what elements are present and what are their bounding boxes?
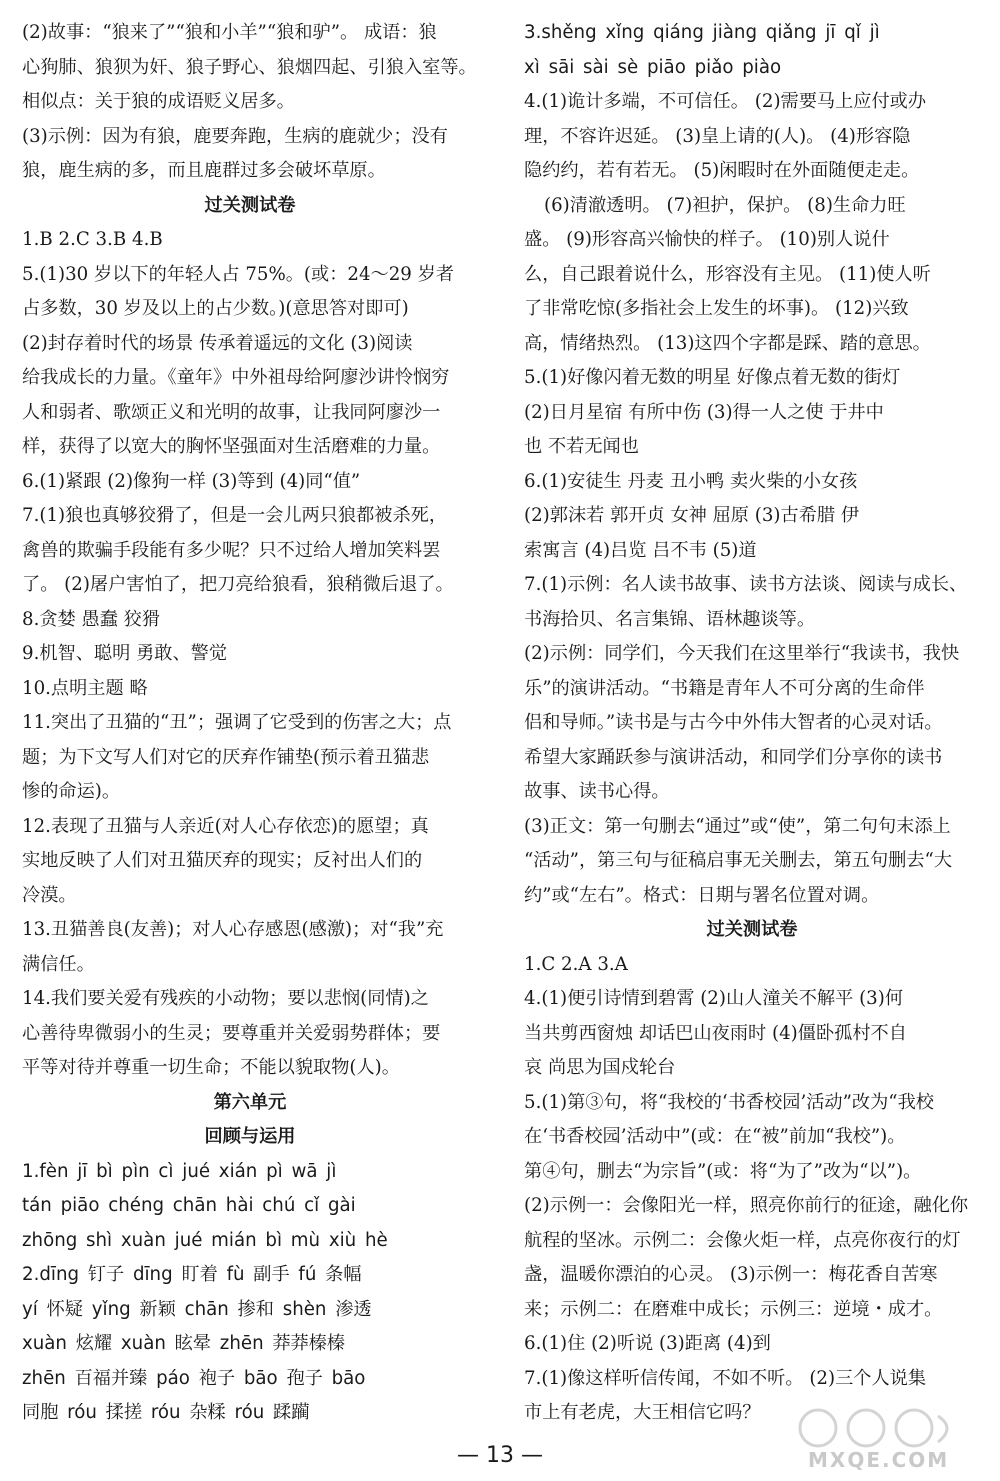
text-line: 6.(1)紧跟 (2)像狗一样 (3)等到 (4)同“值” — [22, 470, 361, 492]
text-line: 侣和导师。”读书是与古今中外伟大智者的心灵对话。 — [524, 712, 943, 733]
text-line: 在‘书香校园’活动中”(或：在“被”前加“我校”)。 — [524, 1126, 906, 1147]
section-heading: 回顾与运用 — [204, 1126, 296, 1147]
text-line: 7.(1)示例：名人读书故事、读书方法谈、阅读与成长、 — [524, 574, 968, 595]
text-line: 心善待卑微弱小的生灵；要尊重并关爱弱势群体；要 — [22, 1022, 441, 1044]
text-line: 第④句，删去“为宗旨”(或：将“为了”改为“以”)。 — [524, 1160, 922, 1182]
watermark-logo — [788, 1406, 988, 1476]
text-line: 航程的坚冰。示例二：会像火炬一样，点亮你夜行的灯 — [524, 1229, 961, 1251]
text-line: 来；示例二：在磨难中成长；示例三：逆境・成才。 — [524, 1298, 943, 1320]
section-heading: 过关测试卷 — [706, 919, 798, 940]
text-line: yí 怀疑 yǐng 新颖 chān 掺和 shèn 渗透 — [22, 1298, 372, 1320]
text-line: 1.C 2.A 3.A — [524, 953, 628, 975]
text-line: 平等对待并尊重一切生命；不能以貌取物(人)。 — [22, 1057, 400, 1078]
text-line: zhōng shì xuàn jué mián bì mù xiù hè — [22, 1229, 388, 1251]
text-line: 心狗肺、狼狈为奸、狼子野心、狼烟四起、引狼入室等。 — [22, 56, 477, 78]
text-line: 索寓言 (4)吕览 吕不韦 (5)道 — [524, 539, 757, 561]
text-line: 11.突出了丑猫的“丑”；强调了它受到的伤害之大；点 — [22, 712, 452, 733]
text-line: 惨的命运)。 — [22, 781, 121, 802]
text-line: 了。 (2)屠户害怕了，把刀亮给狼看，狼稍微后退了。 — [22, 574, 454, 595]
text-line: 同胞 róu 揉搓 róu 杂糅 róu 蹂躏 — [22, 1402, 310, 1423]
text-line: (2)日月星宿 有所中伤 (3)得一人之使 于井中 — [524, 401, 884, 423]
text-line: (6)清澈透明。 (7)袒护，保护。 (8)生命力旺 — [544, 194, 906, 216]
text-line: (2)示例：同学们，今天我们在这里举行“我读书，我快 — [524, 643, 960, 664]
text-line: (2)郭沫若 郭开贞 女神 屈原 (3)古希腊 伊 — [524, 505, 860, 526]
text-line: 禽兽的欺骗手段能有多少呢？只不过给人增加笑料罢 — [22, 539, 441, 561]
text-line: (2)故事：“狼来了”“狼和小羊”“狼和驴”。 成语：狼 — [22, 22, 437, 43]
text-line: 7.(1)狼也真够狡猾了，但是一会儿两只狼都被杀死， — [22, 505, 448, 526]
text-line: 2.dīng 钉子 dīng 盯着 fù 副手 fú 条幅 — [22, 1264, 362, 1285]
text-line: “活动”，第三句与征稿启事无关删去，第五句删去“大 — [524, 850, 953, 871]
text-line: 12.表现了丑猫与人亲近(对人心存依恋)的愿望；真 — [22, 815, 429, 837]
text-line: 7.(1)像这样听信传闻，不如不听。 (2)三个人说集 — [524, 1367, 927, 1389]
section-heading: 第六单元 — [213, 1091, 287, 1113]
text-line: 么，自己跟着说什么，形容没有主见。 (11)使人听 — [524, 263, 931, 285]
text-line: 样，获得了以宽大的胸怀坚强面对生活磨难的力量。 — [22, 436, 441, 457]
text-line: tán piāo chéng chān hài chú cǐ gài — [22, 1195, 356, 1216]
text-line: 冷漠。 — [22, 884, 77, 906]
text-line: 约”或“左右”。格式：日期与署名位置对调。 — [524, 884, 880, 906]
right-column — [524, 16, 980, 1431]
text-line: 实地反映了人们对丑猫厌弃的现实；反衬出人们的 — [22, 850, 423, 871]
text-line: 题；为下文写人们对它的厌弃作铺垫(预示着丑猫悲 — [22, 746, 430, 768]
text-line: 3.shěng xǐng qiáng jiàng qiǎng jī qǐ jì — [524, 22, 880, 43]
text-line: 占多数，30 岁及以上的占少数。)(意思答对即可) — [22, 298, 409, 319]
text-line: 故事、读书心得。 — [524, 781, 670, 802]
text-line: 书海拾贝、名言集锦、语林趣谈等。 — [524, 608, 816, 630]
text-line: (3)示例：因为有狼，鹿要奔跑，生病的鹿就少；没有 — [22, 125, 448, 147]
text-line: 了非常吃惊(多指社会上发生的坏事)。 (12)兴致 — [524, 298, 909, 319]
text-line: 理，不容许迟延。 (3)皇上请的(人)。 (4)形容隐 — [524, 125, 911, 147]
text-line: 隐约约，若有若无。 (5)闲暇时在外面随便走走。 — [524, 160, 920, 181]
section-heading: 过关测试卷 — [204, 194, 296, 216]
page-number: — 13 — — [457, 1443, 543, 1468]
text-line: 盏，温暖你漂泊的心灵。 (3)示例一：梅花香自苦寒 — [524, 1264, 938, 1285]
text-line: xì sāi sài sè piāo piǎo piào — [524, 56, 782, 78]
text-line: 1.B 2.C 3.B 4.B — [22, 229, 163, 250]
text-line: 6.(1)安徒生 丹麦 丑小鸭 卖火柴的小女孩 — [524, 470, 858, 492]
text-line: 9.机智、聪明 勇敢、警觉 — [22, 643, 228, 664]
watermark-site: MXQE.COM — [808, 1448, 950, 1472]
text-line: (3)正文：第一句删去“通过”或“使”，第二句句末添上 — [524, 815, 951, 837]
text-line: 5.(1)第③句，将“我校的‘书香校园’活动”改为“我校 — [524, 1091, 934, 1113]
text-line: 当共剪西窗烛 却话巴山夜雨时 (4)僵卧孤村不自 — [524, 1022, 907, 1044]
text-line: 高，情绪热烈。 (13)这四个字都是踩、踏的意思。 — [524, 332, 931, 354]
text-line: xuàn 炫耀 xuàn 眩晕 zhēn 莽莽榛榛 — [22, 1333, 346, 1354]
text-line: (2)示例一：会像阳光一样，照亮你前行的征途，融化你 — [524, 1195, 969, 1216]
text-line: 乐”的演讲活动。“书籍是青年人不可分离的生命伴 — [524, 677, 925, 699]
text-line: 4.(1)诡计多端，不可信任。 (2)需要马上应付或办 — [524, 91, 927, 112]
text-line: 市上有老虎，大王相信它吗？ — [524, 1402, 761, 1423]
text-line: 5.(1)30 岁以下的年轻人占 75%。(或：24～29 岁者 — [22, 263, 455, 285]
text-line: 相似点：关于狼的成语贬义居多。 — [22, 91, 295, 112]
text-line: 6.(1)住 (2)听说 (3)距离 (4)到 — [524, 1333, 771, 1354]
text-line: 盛。 (9)形容高兴愉快的样子。 (10)别人说什 — [524, 229, 890, 250]
text-line: 8.贪婪 愚蠢 狡猾 — [22, 608, 161, 630]
text-line: 狼，鹿生病的多，而且鹿群过多会破坏草原。 — [22, 160, 386, 181]
text-line: 4.(1)便引诗情到碧霄 (2)山人潼关不解平 (3)何 — [524, 988, 904, 1009]
text-line: 给我成长的力量。《童年》中外祖母给阿廖沙讲怜悯穷 — [22, 367, 450, 388]
text-line: 10.点明主题 略 — [22, 677, 148, 699]
text-line: 1.fèn jī bì pìn cì jué xián pì wā jì — [22, 1160, 337, 1182]
text-line: 希望大家踊跃参与演讲活动，和同学们分享你的读书 — [524, 746, 943, 768]
text-line: 5.(1)好像闪着无数的明星 好像点着无数的街灯 — [524, 367, 901, 388]
text-line: 满信任。 — [22, 953, 95, 975]
text-line: 人和弱者、歌颂正义和光明的故事，让我同阿廖沙一 — [22, 401, 441, 423]
text-line: 哀 尚思为国戍轮台 — [524, 1057, 676, 1078]
text-line: 13.丑猫善良(友善)；对人心存感恩(感激)；对“我”充 — [22, 919, 444, 940]
text-line: (2)封存着时代的场景 传承着遥远的文化 (3)阅读 — [22, 332, 413, 354]
text-line: 也 不若无闻也 — [524, 436, 639, 457]
left-column — [22, 16, 478, 1431]
text-line: 14.我们要关爱有残疾的小动物；要以悲悯(同情)之 — [22, 988, 429, 1009]
text-line: zhēn 百福并臻 páo 袍子 bāo 孢子 bāo — [22, 1367, 366, 1389]
